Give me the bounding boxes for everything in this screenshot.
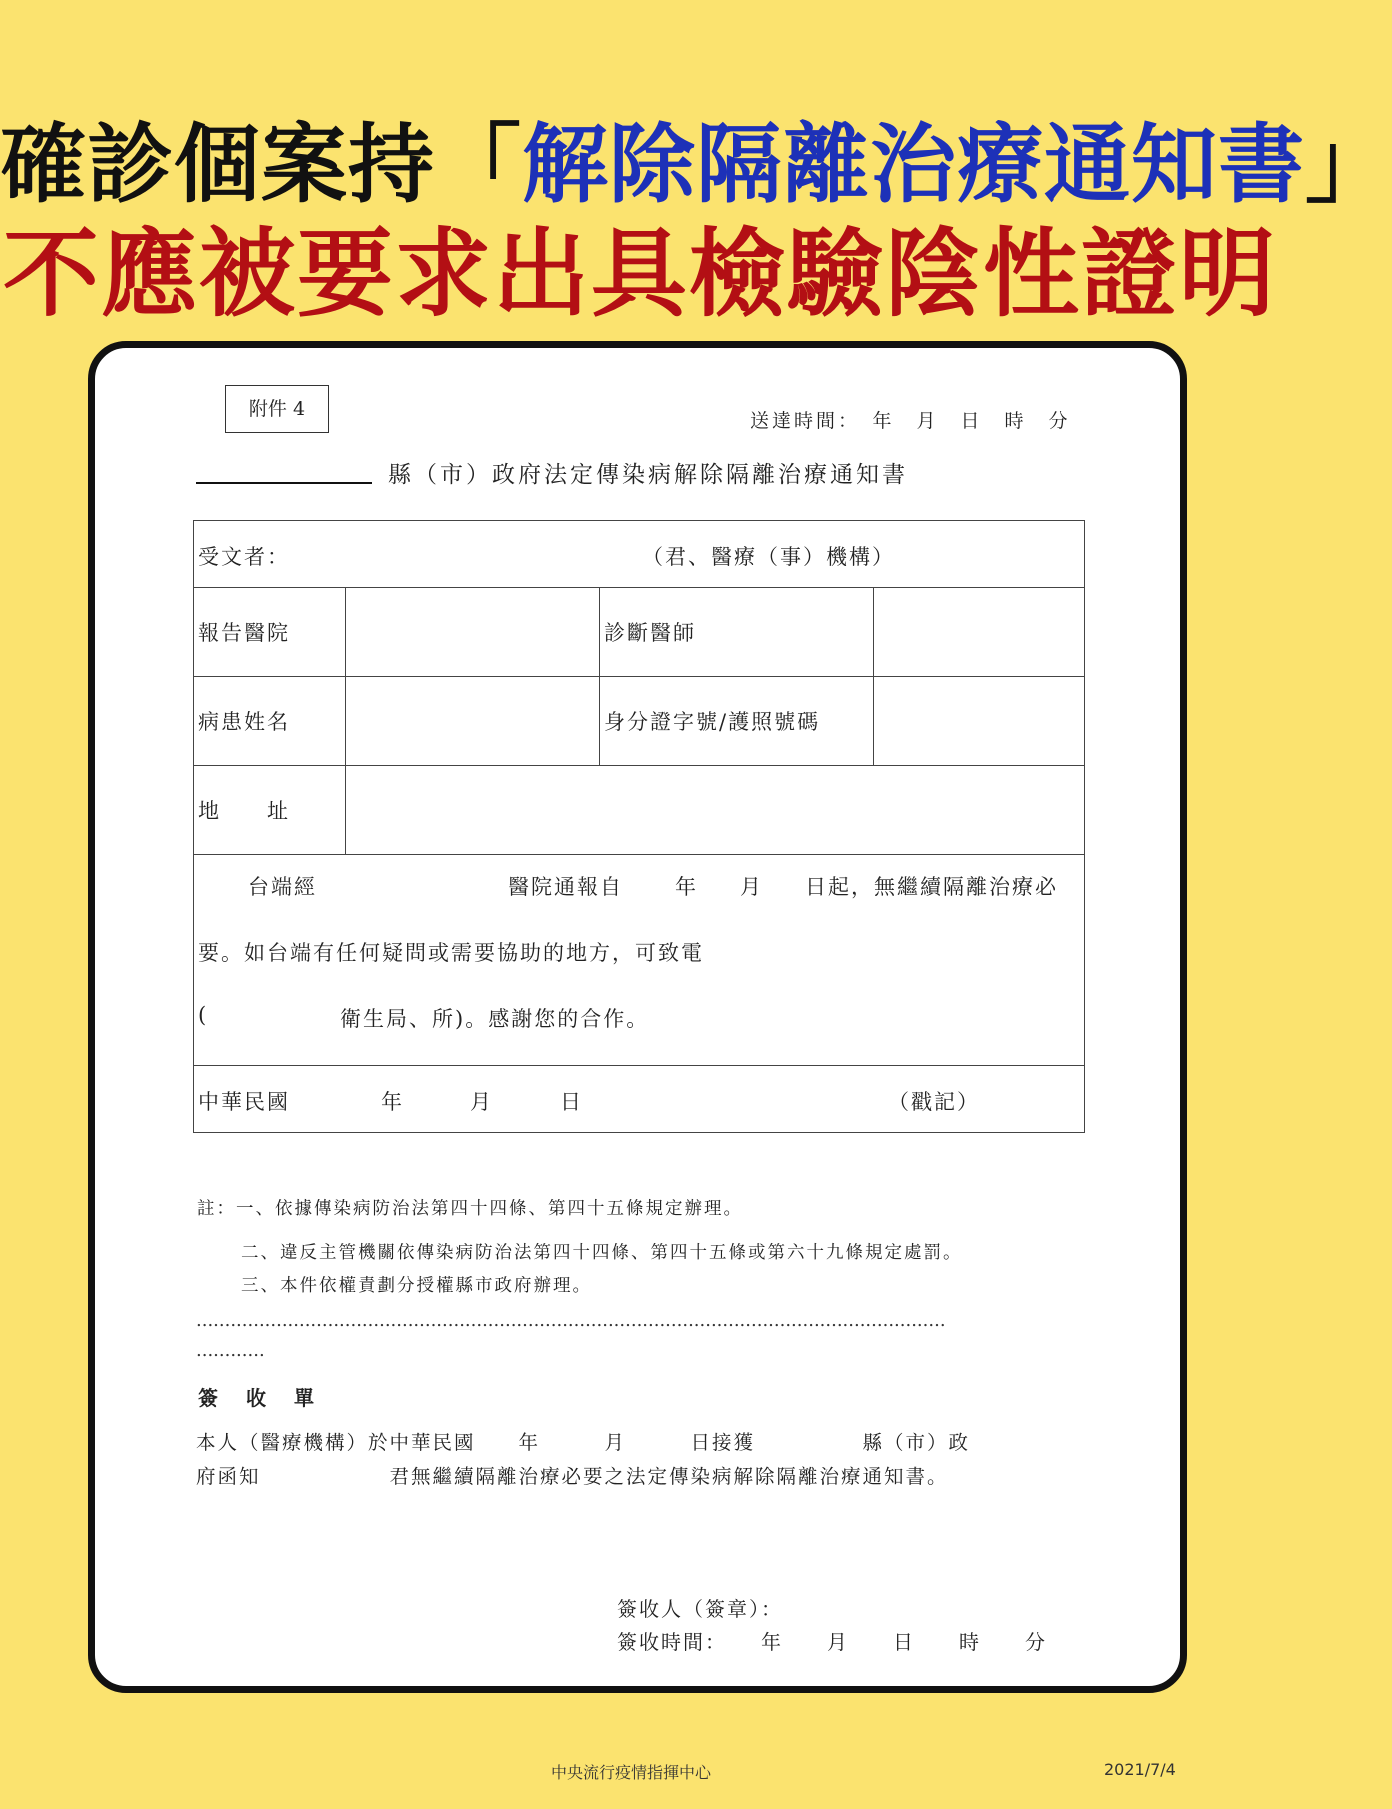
receipt-title: 簽 收 單 xyxy=(198,1386,318,1410)
note-2: 二、違反主管機關依傳染病防治法第四十四條、第四十五條或第六十九條規定處罰。 xyxy=(241,1243,963,1263)
address-label: 地 址 xyxy=(194,766,346,855)
receipt-line-1: 本人（醫療機構）於中華民國 年 月 日接獲 縣（市）政 xyxy=(196,1431,971,1454)
diagnosing-doctor-field xyxy=(874,588,1085,677)
recipient-row xyxy=(194,521,1085,588)
notice-body: 台端經 醫院通報自 年 月 日起，無繼續隔離治療必 要。如台端有任何疑問或需要協助的地方，可致電 ( 衛生局、所)。感謝您的合作。 xyxy=(194,855,1085,1066)
note-3: 三、本件依權責劃分授權縣市政府辦理。 xyxy=(241,1276,592,1296)
headline-line-2: 不應被要求出具檢驗陰性證明 xyxy=(3,218,1277,330)
sign-time: 簽收時間： 年 月 日 時 分 xyxy=(617,1630,1047,1654)
reporting-hospital-field xyxy=(346,588,600,677)
id-number-field xyxy=(874,677,1085,766)
delivery-time: 送達時間： 年 月 日 時 分 xyxy=(750,410,1071,432)
recipient-label: 受文者： xyxy=(198,545,290,569)
id-number-label: 身分證字號/護照號碼 xyxy=(600,677,874,766)
document-title: 縣（市）政府法定傳染病解除隔離治療通知書 xyxy=(388,462,908,488)
county-blank-line xyxy=(196,482,372,484)
receipt-line-2: 府函知 君無繼續隔離治療必要之法定傳染病解除隔離治療通知書。 xyxy=(196,1465,949,1488)
note-1: 註：一、依據傳染病防治法第四十四條、第四十五條規定辦理。 xyxy=(197,1199,743,1219)
headline-line-1: 確診個案持「解除隔離治療通知書」 xyxy=(0,115,1392,215)
notice-form-table xyxy=(193,520,1085,1133)
stamp-label: （戳記） xyxy=(888,1090,980,1114)
headline-highlight: 解除隔離治療通知書 xyxy=(522,115,1305,215)
signer-label: 簽收人（簽章）： xyxy=(617,1597,783,1621)
footer-date: 2021/7/4 xyxy=(1104,1760,1176,1779)
recipient-suffix: （君、醫療（事）機構） xyxy=(642,545,895,569)
reporting-hospital-label: 報告醫院 xyxy=(194,588,346,677)
date-stamp-row: 中華民國 年 月 日 （戳記） xyxy=(194,1066,1085,1133)
patient-name-label: 病患姓名 xyxy=(194,677,346,766)
address-field xyxy=(346,766,1085,855)
cut-line-2: ............ xyxy=(196,1340,265,1361)
footer-org: 中央流行疫情指揮中心 xyxy=(551,1763,712,1782)
diagnosing-doctor-label: 診斷醫師 xyxy=(600,588,874,677)
cut-line-1: ................................................................................................................................... xyxy=(196,1310,946,1331)
attachment-label: 附件 4 xyxy=(225,385,329,433)
patient-name-field xyxy=(346,677,600,766)
